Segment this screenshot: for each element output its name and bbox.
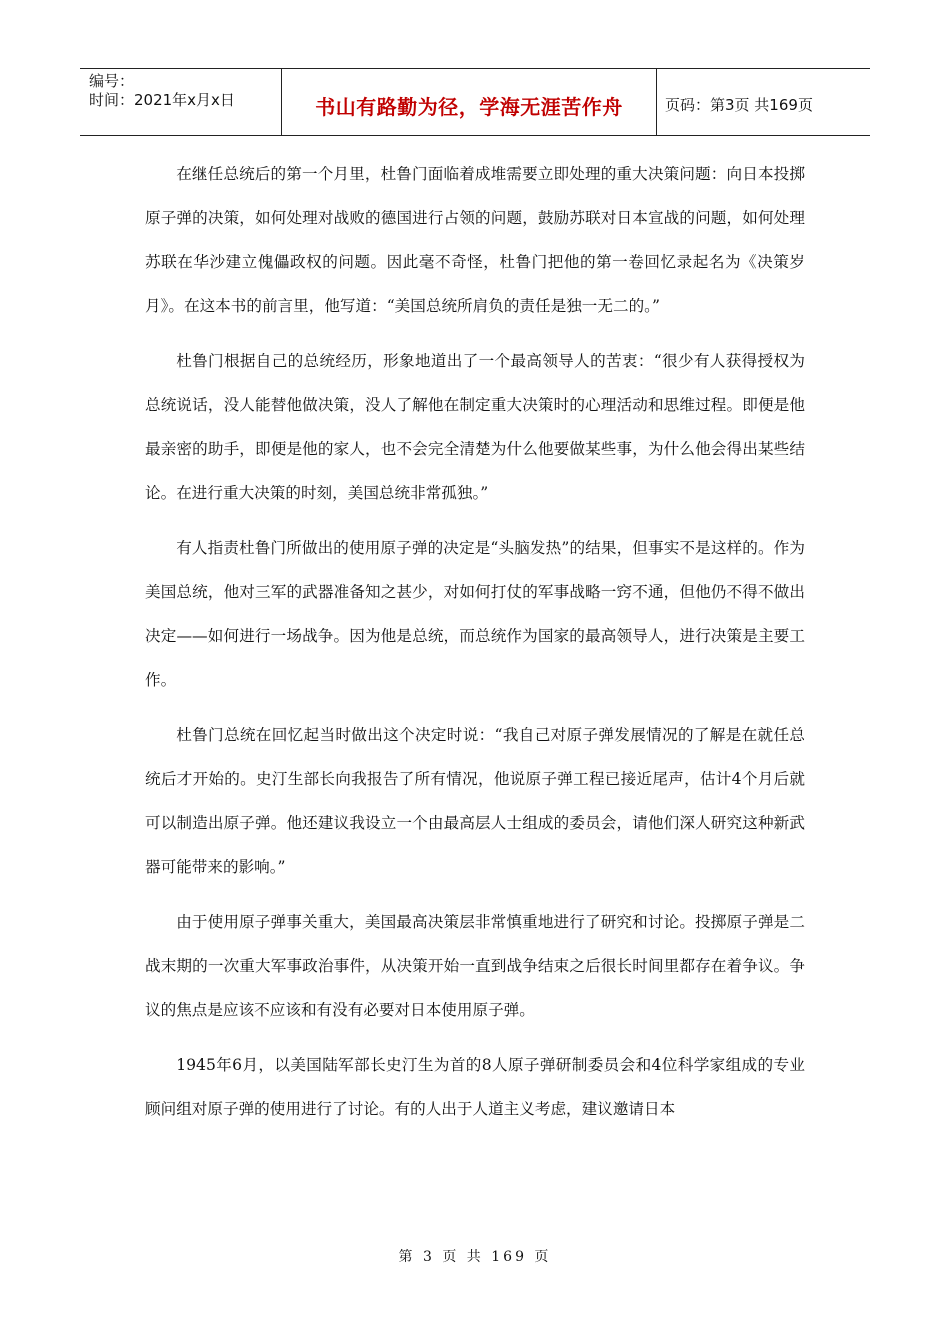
document-body xyxy=(145,152,805,1142)
header-meta-cell xyxy=(80,69,282,135)
document-date: 时间：2021年x月x日 xyxy=(89,91,235,109)
paragraph: 在继任总统后的第一个月里，杜鲁门面临着成堆需要立即处理的重大决策问题：向日本投掷原子弹的决策，如何处理对战败的德国进行占领的问题，鼓励苏联对日本宣战的问题，如何处理苏联在华沙建立傀儡政权的问题。因此毫不奇怪，杜鲁门把他的第一卷回忆录起名为《决策岁月》。在这本书的前言里，他写道：“美国总统所肩负的责任是独一无二的。” xyxy=(145,165,805,315)
header-motto: 书山有路勤为径，学海无涯苦作舟 xyxy=(282,69,657,135)
page-footer: 第 3 页 共 169 页 xyxy=(398,1249,552,1265)
document-code-label: 编号： xyxy=(89,72,135,90)
header-page-info: 页码：第3页 共169页 xyxy=(665,95,813,114)
paragraph: 杜鲁门总统在回忆起当时做出这个决定时说：“我自己对原子弹发展情况的了解是在就任总统后才开始的。史汀生部长向我报告了所有情况，他说原子弹工程已接近尾声，估计4个月后就可以制造出原子弹。他还建议我设立一个由最高层人士组成的委员会，请他们深人研究这种新武器可能带来的影响。” xyxy=(145,726,805,876)
paragraph: 有人指责杜鲁门所做出的使用原子弹的决定是“头脑发热”的结果，但事实不是这样的。作为美国总统，他对三军的武器准备知之甚少，对如何打仗的军事战略一窍不通，但他仍不得不做出决定——如何进行一场战争。因为他是总统，而总统作为国家的最高领导人，进行决策是主要工作。 xyxy=(145,539,805,689)
paragraph: 杜鲁门根据自己的总统经历，形象地道出了一个最高领导人的苦衷：“很少有人获得授权为总统说话，没人能替他做决策，没人了解他在制定重大决策时的心理活动和思维过程。即便是他最亲密的助手，即便是他的家人，也不会完全清楚为什么他要做某些事，为什么他会得出某些结论。在进行重大决策的时刻，美国总统非常孤独。” xyxy=(145,352,805,502)
paragraph: 由于使用原子弹事关重大，美国最高决策层非常慎重地进行了研究和讨论。投掷原子弹是二战末期的一次重大军事政治事件，从决策开始一直到战争结束之后很长时间里都存在着争议。争议的焦点是应该不应该和有没有必要对日本使用原子弹。 xyxy=(145,913,805,1019)
document-header xyxy=(80,68,870,136)
paragraph: 1945年6月，以美国陆军部长史汀生为首的8人原子弹研制委员会和4位科学家组成的专业顾问组对原子弹的使用进行了讨论。有的人出于人道主义考虑，建议邀请日本 xyxy=(145,1056,805,1118)
